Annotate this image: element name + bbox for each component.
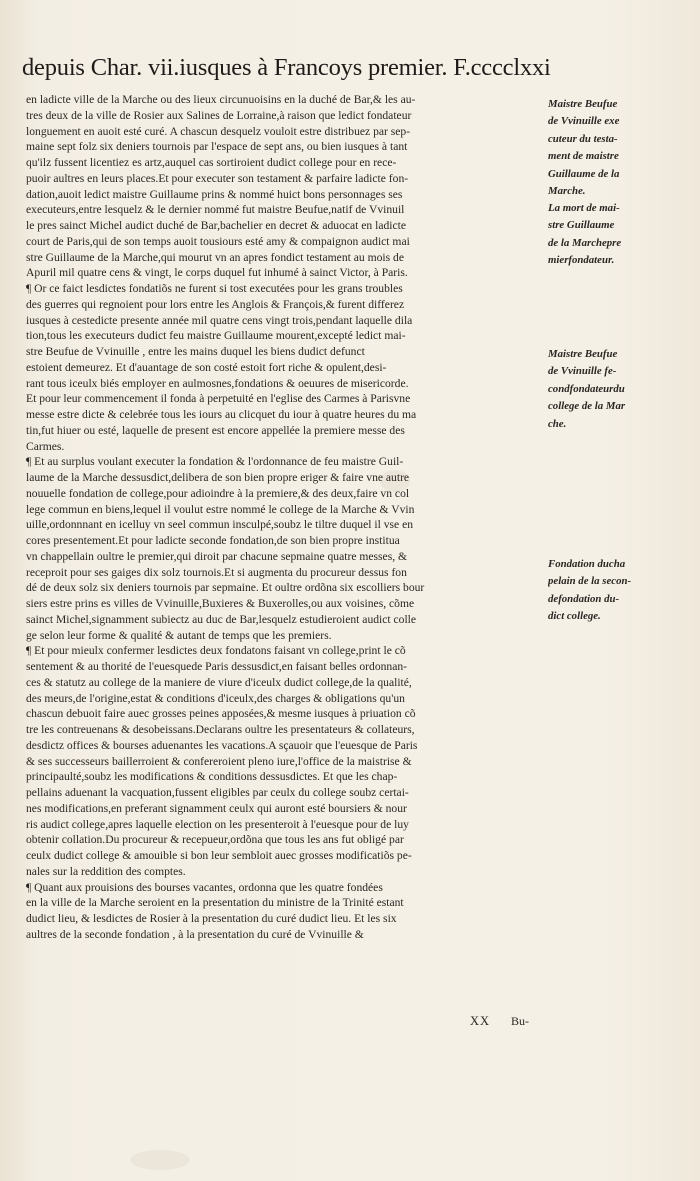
margin-note-line: de la Marchepre (548, 236, 622, 249)
text-line: des guerres qui regnoient pour lors entre les Anglois & François,& furent differez (26, 297, 405, 311)
text-line: ¶ Et pour mieulx confermer lesdictes deux fondatons faisant vn college,print le cõ (26, 644, 406, 658)
text-line: lege commun en biens,lequel il voulut estre nommé le college de la Marche & Vvin (26, 502, 415, 516)
text-line: estoient demeurez. Et d'auantage de son costé estoit fort riche & opulent,desi- (26, 360, 387, 374)
text-line: executeurs,entre lesquelz & le dernier nommé fut maistre Beufue,natif de Vvinuil (26, 203, 405, 217)
text-line: Carmes. (26, 439, 65, 453)
text-line: dé de deux solz six deniers tournois par sepmaine. Et oultre ordõna six escolliers bour (26, 581, 425, 595)
text-line: tre les contreuenans & desobeissans.Declarans oultre les presentateurs & collateurs, (26, 723, 415, 736)
running-title: depuis Char. vii.iusques à Francoys premier. F.cccclxxi (22, 54, 551, 81)
text-line: nouuelle fondation de college,pour adioindre à la premiere,& des deux,faire vn col (26, 486, 410, 500)
text-line: uille,ordonnnant en icelluy vn seel commun insculpé,soubz le tiltre duquel il vse en (26, 518, 414, 532)
text-line: tres deux de la ville de Rosier aux Salines de Lorraine,à raison que ledict fondateur (26, 108, 412, 122)
margin-note-line: mierfondateur. (548, 254, 615, 267)
catchword: Bu- (511, 1014, 529, 1028)
text-line: & ses successeurs baillerroient & confereroient pleno iure,l'office de la maistrise & (26, 754, 412, 768)
text-line: cores presentement.Et pour ladicte seconde fondation,de son bien propre institua (26, 534, 400, 547)
text-line: ceulx dudict college & amouible si bon leur sembloit auec grosses modificatiõs pe- (26, 849, 412, 862)
margin-note-line: cuteur du testa- (548, 132, 618, 145)
text-line: puoir aultres en leurs places.Et pour executer son testament & parfaire ladicte fon- (26, 171, 409, 185)
text-line: aultres de la seconde fondation , à la presentation du curé de Vvinuille & (26, 927, 364, 941)
text-line: longuement en auoit esté curé. A chascun desquelz vouloit estre distribuez par sep- (26, 124, 411, 138)
text-line: ge selon leur forme & qualité & autant de temps que les premiers. (26, 628, 332, 642)
text-line: principaulté,soubz les modifications & conditions dessusdictes. Et que les chap- (26, 770, 398, 784)
margin-note-line: stre Guillaume (548, 219, 615, 232)
text-line: Apuril mil quatre cens & vingt, le corps duquel fut inhumé à sainct Victor, à Paris. (26, 266, 408, 280)
text-line: court de Paris,qui de son temps auoit tousiours esté amy & compaignon audict mai (26, 234, 410, 248)
margin-note-line: che. (548, 417, 567, 430)
text-line: en la ville de la Marche seroient en la presentation du ministre de la Trinité estant (26, 896, 404, 910)
text-line: vn chappellain oultre le premier,qui diroit par chacune sepmaine quatre messes, & (26, 549, 408, 563)
text-line: tion,tous les executeurs dudict feu maistre Guillaume mourent,excepté ledict mai- (26, 329, 406, 343)
text-line: des meurs,de l'origine,estat & conditions d'iceulx,des charges & obligations qu'un (26, 691, 405, 705)
margin-note (548, 200, 688, 270)
text-line: Et pour leur commencement il fonda à perpetuité en l'eglise des Carmes à Parisvne (26, 392, 411, 406)
text-line: obtenir collation.Du procureur & recepueur,ordõna que tous les ans fut obligé par (26, 833, 404, 847)
text-line: ¶ Et au surplus voulant executer la fondation & l'ordonnance de feu maistre Guil- (26, 455, 404, 469)
text-line: stre Guillaume de la Marche,qui mourut vn an apres fondict testament au mois de (26, 250, 404, 264)
margin-note-line: de Vvinuille fe- (548, 365, 617, 378)
text-line: pellains aduenant la vacquation,fussent eligibles par ceulx du college soubz certai- (26, 786, 409, 799)
margin-note (548, 96, 688, 200)
text-line: dudict lieu, & lesdictes de Rosier à la presentation du curé dudict lieu. Et les six (26, 912, 397, 925)
margin-note-line: La mort de mai- (548, 202, 620, 214)
text-line: qu'ilz fussent licentiez es artz,auquel cas sortiroient dudict college pour en rece- (26, 156, 397, 169)
text-line: ¶ Or ce faict lesdictes fondatiõs ne furent si tost executées pour les grans troubles (26, 282, 403, 295)
margin-note-line: Fondation ducha (548, 558, 626, 570)
text-line: maine sept folz six deniers tournois par l'espace de sept ans, ou bien iusques à tant (26, 140, 408, 154)
margin-note-line: Marche. (548, 185, 586, 198)
text-line: rant tous iceulx biés employer en aulmosnes,fondations & oeuures de misericorde. (26, 376, 409, 390)
text-line: stre Beufue de Vvinuille , entre les mains duquel les biens dudict defunct (26, 345, 365, 358)
margin-note-line: de Vvinuille exe (548, 115, 620, 128)
margin-note (548, 556, 688, 626)
text-line: iusques à cestedicte presente année mil quatre cens vingt trois,pendant laquelle dila (26, 313, 413, 327)
text-line: ris audict college,apres laquelle election on les presenteroit à l'euesque pour de luy (26, 817, 409, 831)
text-line: chascun debuoit faire auec grosses peines apposées,& mesme iusques à priuation cõ (26, 707, 416, 721)
margin-note-line: condfondateurdu (548, 382, 625, 395)
margin-note-line: Maistre Beufue (548, 348, 618, 360)
text-line: messe estre dicte & celebrée tous les iours au clicquet du iour à quatre heures du ma (26, 408, 417, 421)
paper-stain (130, 1150, 190, 1170)
text-line: ces & statutz au college de la maniere de viure d'iceulx dudict college,de la qualité, (26, 675, 412, 689)
margin-note-line: Maistre Beufue (548, 98, 618, 110)
margin-note-line: Guillaume de la (548, 167, 620, 180)
body-text (26, 92, 546, 943)
text-line: laume de la Marche dessusdict,delibera de son bien propre eriger & faire vne autre (26, 471, 410, 484)
signature-mark: XX (470, 1014, 491, 1028)
text-line: nales sur la reddition des comptes. (26, 864, 186, 878)
margin-note-line: college de la Mar (548, 400, 626, 413)
text-line: receproit pour ses gaiges dix solz tournois.Et si augmenta du procureur dessus fon (26, 565, 407, 579)
text-line: nes modifications,en preferant signamment ceulx qui auront esté boursiers & nour (26, 801, 407, 815)
text-line: le pres sainct Michel audict duché de Bar,bachelier en decret & aduocat en ladicte (26, 219, 407, 232)
text-line: ¶ Quant aux prouisions des bourses vacantes, ordonna que les quatre fondées (26, 880, 383, 894)
text-line: en ladicte ville de la Marche ou des lieux circunuoisins en la duché de Bar,& les au- (26, 93, 416, 106)
margin-note-line: ment de maistre (548, 150, 619, 163)
text-line: sainct Michel,signamment subiectz au duc de Bar,lesquelz estudieroient audict colle (26, 612, 417, 626)
margin-note-line: dict college. (548, 610, 601, 623)
margin-note-line: defondation du- (548, 592, 620, 605)
margin-note-line: pelain de la secon- (548, 575, 632, 588)
margin-note (548, 346, 688, 433)
text-line: sentement & au thorité de l'euesquede Paris dessusdict,en faisant belles ordonnan- (26, 660, 408, 673)
text-line: desdictz offices & bourses aduenantes les vacations.A sçauoir que l'euesque de Paris (26, 738, 418, 752)
text-line: dation,auoit ledict maistre Guillaume prins & nommé huict bons personnages ses (26, 187, 403, 201)
text-line: tin,fut hiuer ou esté, laquelle de present est encore appellée la premiere messe des (26, 423, 405, 437)
text-line: siers estre prins es villes de Vvinuille,Buxieres & Buxerolles,ou aux voisines, cõme (26, 597, 415, 610)
